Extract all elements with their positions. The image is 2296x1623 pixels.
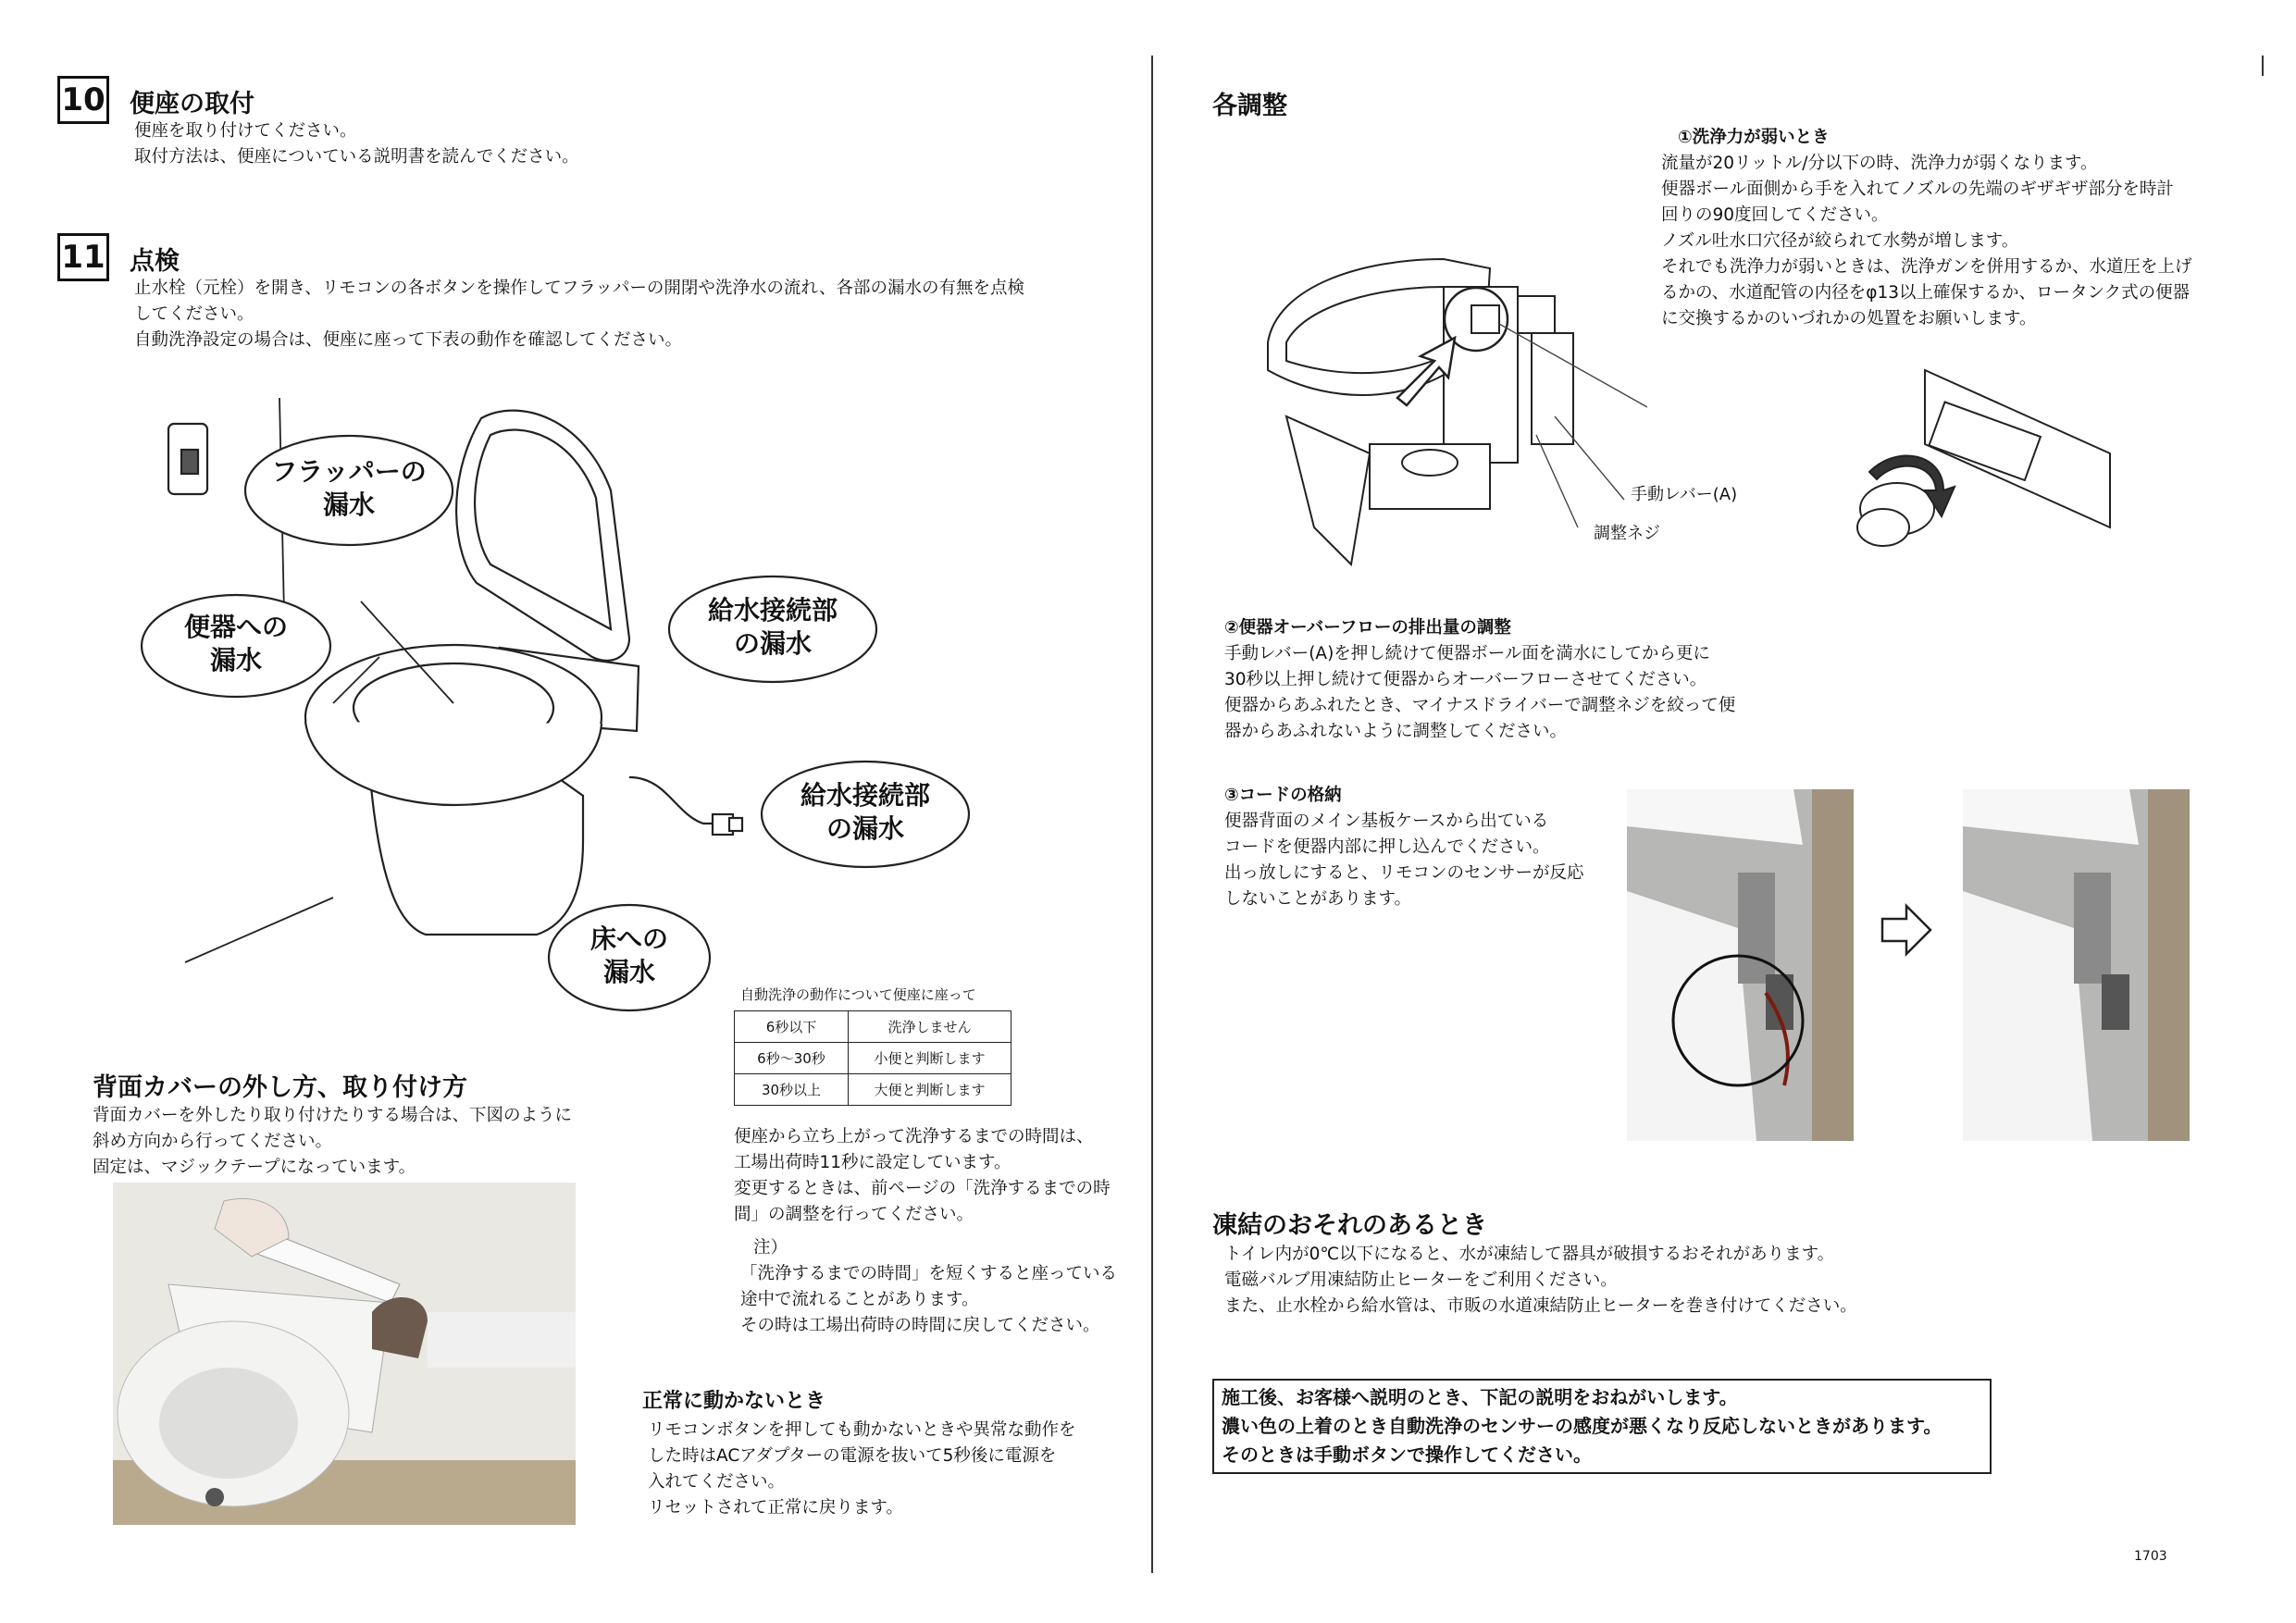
freeze-title: 凍結のおそれのあるとき <box>1212 1211 1487 1240</box>
table-row <box>735 1074 1011 1106</box>
cord-before-photo <box>1627 789 1854 1141</box>
adjust-screw-label: 調整ネジ <box>1594 524 1660 543</box>
table-cell: 大便と判断します <box>849 1074 1011 1106</box>
adjustments-title: 各調整 <box>1212 92 1287 120</box>
table-row <box>735 1043 1011 1074</box>
callout-flapper: フラッパーの 漏水 <box>271 456 427 520</box>
timer-setting-text: 便座から立ち上がって洗浄するまでの時間は、 工場出荷時11秒に設定しています。 変更するときは、前ページの「洗浄するまでの時 間」の調整を行ってください。 <box>734 1127 1111 1224</box>
page-code: 1703 <box>2134 1549 2167 1564</box>
nozzle-rotation-diagram <box>1832 361 2128 574</box>
cord-after-photo <box>1963 789 2190 1141</box>
section-title-inspection: 点検 <box>130 247 180 276</box>
section-number-11: 11 <box>57 233 109 281</box>
table-cell: 洗浄しません <box>849 1011 1011 1043</box>
page-divider <box>1151 56 1153 1573</box>
callout-floor: 床への 漏水 <box>590 923 668 987</box>
table-cell: 6秒～30秒 <box>735 1043 849 1074</box>
customer-notice-box: 施工後、お客様へ説明のとき、下記の説明をおねがいします。 濃い色の上着のとき自動洗浄のセンサーの感度が悪くなり反応しないときがあります。 そのときは手動ボタンで操作してください。 <box>1212 1379 1992 1474</box>
back-cover-title: 背面カバーの外し方、取り付け方 <box>93 1073 467 1102</box>
table-cell: 30秒以上 <box>735 1074 849 1106</box>
flush-mechanism-diagram <box>1259 231 1647 574</box>
callout-supply-1: 給水接続部 の漏水 <box>707 595 838 659</box>
table-cell: 小便と判断します <box>849 1043 1011 1074</box>
inspection-text: 止水栓（元栓）を開き、リモコンの各ボタンを操作してフラッパーの開閉や洗浄水の流れ、各部の漏水の有無を点検 してください。 自動洗浄設定の場合は、便座に座って下表の動作を確認してください。 <box>134 279 1025 350</box>
back-cover-photo <box>113 1183 576 1525</box>
table-cell: 6秒以下 <box>735 1011 849 1043</box>
motion-table-caption: 自動洗浄の動作について便座に座って <box>740 986 976 1003</box>
section-number-10: 10 <box>57 76 109 124</box>
weak-flush-block: ①洗浄力が弱いとき 流量が20リットル/分以下の時、洗浄力が弱くなります。 便器ボール面側から手を入れてノズルの先端のギザギザ部分を時計 回りの90度回してください。 ノズル吐水口穴径が絞られて水勢が増します。 それでも洗浄力が弱いときは、洗浄ガンを併用するか、水道圧を上げ るかの、水道配管の内径をφ13以上確保するか、ロータンク式の便器 に交換するかのいづれかの処置をお願いします。 <box>1661 128 2192 328</box>
right-arrow-icon <box>1879 902 1934 958</box>
section-title-seat-install: 便座の取付 <box>130 90 254 118</box>
overflow-block: ②便器オーバーフローの排出量の調整 手動レバー(A)を押し続けて便器ボール面を満水にしてから更に 30秒以上押し続けて便器からオーバーフローさせてください。 便器からあふれたとき、マイナスドライバーで調整ネジを絞って便 器からあふれないように調整してください。 <box>1224 618 1736 741</box>
timer-note: 注） 「洗浄するまでの時間」を短くすると座っている 途中で流れることがあります。 その時は工場出荷時の時間に戻してください。 <box>740 1238 1118 1335</box>
freeze-text: トイレ内が0℃以下になると、水が凍結して器具が破損するおそれがあります。 電磁バルブ用凍結防止ヒーターをご利用ください。 また、止水栓から給水管は、市販の水道凍結防止ヒーターを巻き付けてください。 <box>1224 1245 1857 1316</box>
corner-mark <box>2262 56 2264 76</box>
table-row <box>735 1011 1011 1043</box>
back-cover-text: 背面カバーを外したり取り付けたりする場合は、下図のように 斜め方向から行ってください。 固定は、マジックテープになっています。 <box>93 1106 573 1177</box>
manual-lever-label: 手動レバー(A) <box>1631 485 1738 504</box>
cord-block: ③コードの格納 便器背面のメイン基板ケースから出ている コードを便器内部に押し込んでください。 出っ放しにすると、リモコンのセンサーが反応 しないことがあります。 <box>1224 786 1584 909</box>
callout-supply-2: 給水接続部 の漏水 <box>800 780 930 844</box>
callout-bowl: 便器への 漏水 <box>183 612 288 675</box>
seat-install-text: 便座を取り付けてください。 取付方法は、便座についている説明書を読んでください。 <box>134 121 579 167</box>
malfunction-text: リモコンボタンを押しても動かないときや異常な動作を した時はACアダプターの電源を抜いて5秒後に電源を 入れてください。 リセットされて正常に戻ります。 <box>648 1420 1076 1518</box>
malfunction-title: 正常に動かないとき <box>642 1390 826 1413</box>
motion-table <box>734 1010 1011 1106</box>
